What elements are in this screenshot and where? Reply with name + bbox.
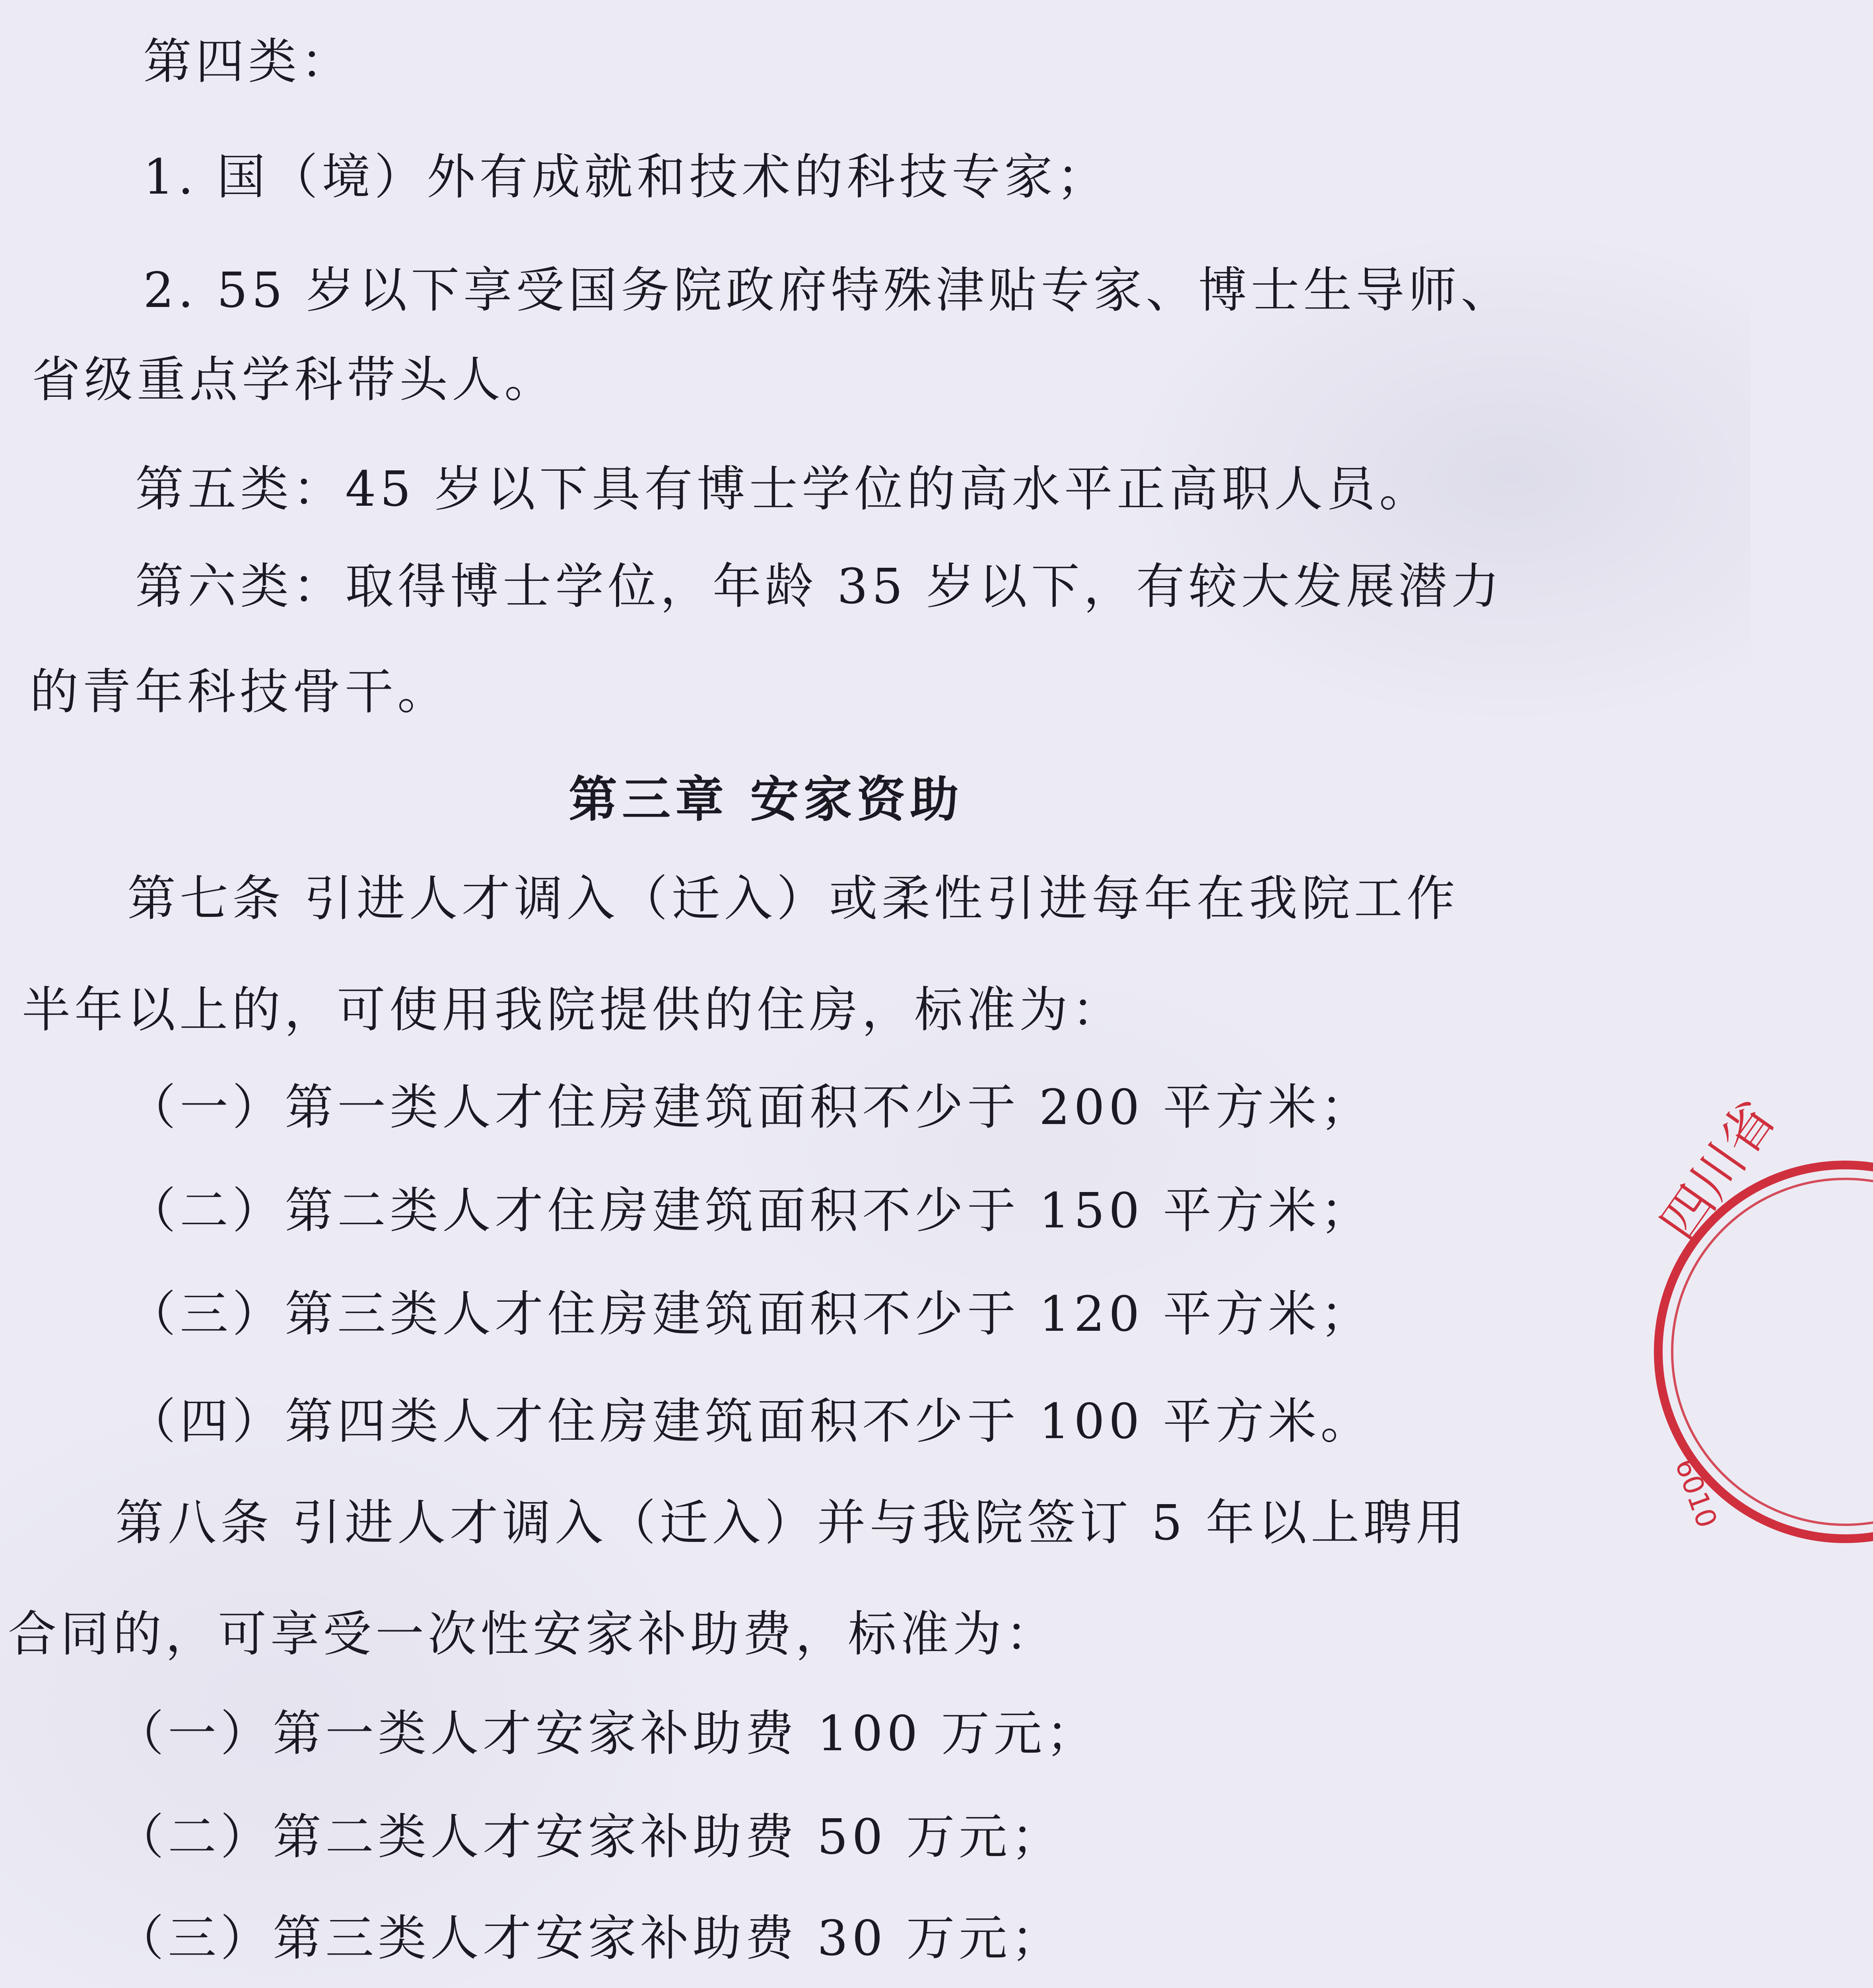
chapter-heading: 第三章 安家资助 (569, 771, 964, 828)
text-line-category-4-title: 第四类： (143, 33, 353, 90)
text-line-housing-2: （二）第二类人才住房建筑面积不少于 150 平方米； (127, 1182, 1373, 1239)
text-line-housing-3: （三）第三类人才住房建筑面积不少于 120 平方米； (127, 1286, 1373, 1342)
text-line-subsidy-1: （一）第一类人才安家补助费 100 万元； (115, 1705, 1099, 1762)
text-line-article-7: 第七条 引进人才调入（迁入）或柔性引进每年在我院工作 (127, 870, 1459, 927)
text-line-subsidy-2: （二）第二类人才安家补助费 50 万元； (115, 1809, 1064, 1865)
text-line-category-6-cont: 的青年科技骨干。 (30, 664, 450, 720)
text-line-article-8-cont: 合同的，可享受一次性安家补助费，标准为： (8, 1606, 1058, 1662)
text-line-category-4-item-2-cont: 省级重点学科带头人。 (32, 351, 557, 408)
text-line-category-5: 第五类：45 岁以下具有博士学位的高水平正高职人员。 (135, 461, 1432, 517)
text-line-article-7-cont: 半年以上的，可使用我院提供的住房，标准为： (22, 982, 1124, 1038)
text-line-category-4-item-1: 1. 国（境）外有成就和技术的科技专家； (143, 149, 1109, 205)
official-seal (1648, 1090, 1873, 1559)
svg-text:四川省: 四川省 (1648, 1090, 1788, 1252)
text-line-housing-4: （四）第四类人才住房建筑面积不少于 100 平方米。 (127, 1393, 1373, 1450)
text-line-subsidy-3: （三）第三类人才安家补助费 30 万元； (115, 1910, 1064, 1967)
svg-text:6010: 6010 (1669, 1454, 1724, 1532)
text-line-housing-1: （一）第一类人才住房建筑面积不少于 200 平方米； (127, 1079, 1373, 1136)
text-line-category-6: 第六类：取得博士学位，年龄 35 岁以下，有较大发展潜力 (135, 558, 1504, 615)
text-line-article-8: 第八条 引进人才调入（迁入）并与我院签订 5 年以上聘用 (115, 1495, 1468, 1551)
text-line-category-4-item-2: 2. 55 岁以下享受国务院政府特殊津贴专家、博士生导师、 (143, 262, 1514, 318)
